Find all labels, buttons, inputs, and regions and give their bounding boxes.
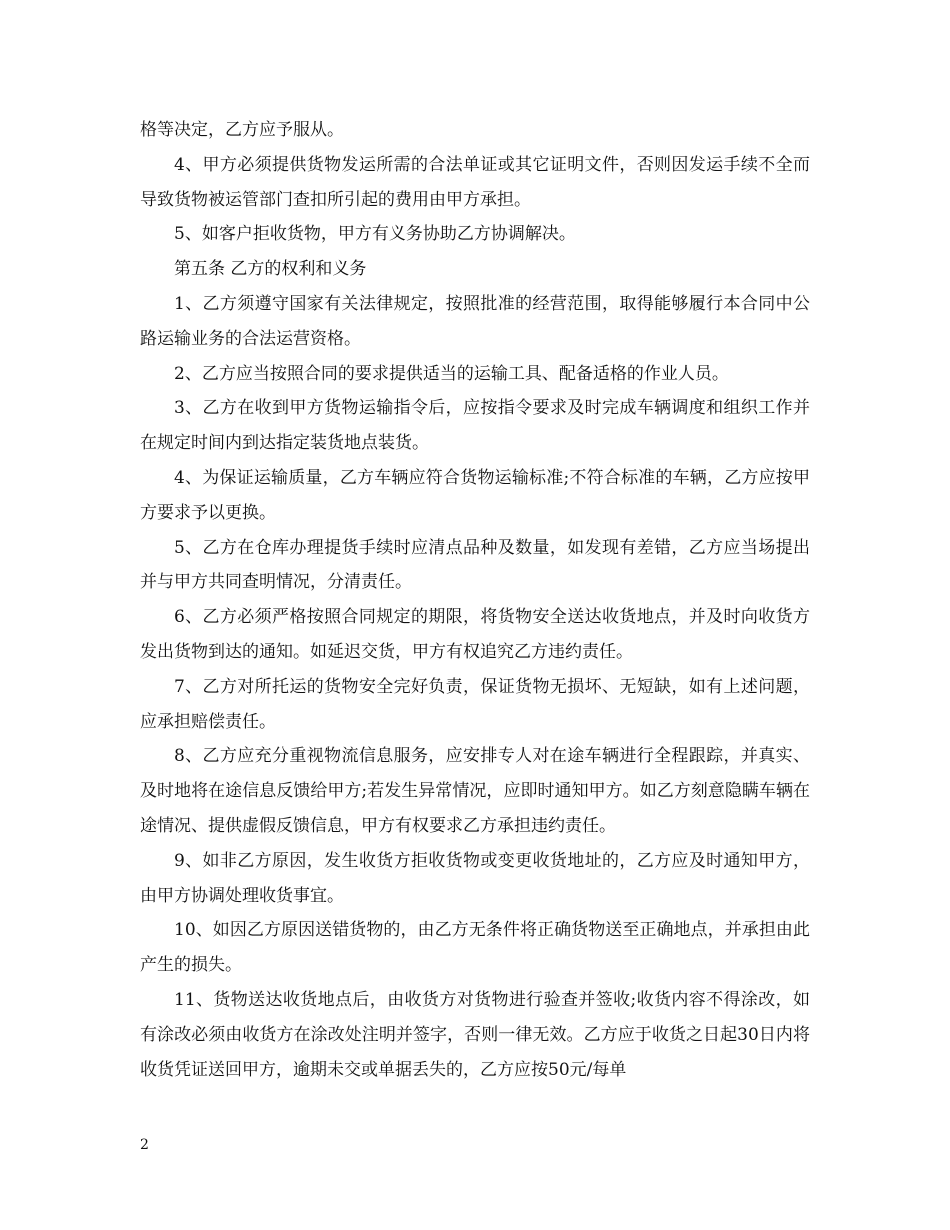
paragraph-clause-1: 1、乙方须遵守国家有关法律规定，按照批准的经营范围，取得能够履行本合同中公路运输业务的合法运营资格。	[140, 293, 810, 349]
paragraph-clause-9: 9、如非乙方原因，发生收货方拒收货物或变更收货地址的，乙方应及时通知甲方，由甲方协调处理收货事宜。	[140, 850, 810, 906]
paragraph-clause-7: 7、乙方对所托运的货物安全完好负责，保证货物无损坏、无短缺，如有上述问题，应承担赔偿责任。	[140, 676, 810, 732]
section-heading-article-5: 第五条 乙方的权利和义务	[174, 259, 367, 280]
paragraph-clause-8: 8、乙方应充分重视物流信息服务，应安排专人对在途车辆进行全程跟踪，并真实、及时地将在途信息反馈给甲方;若发生异常情况，应即时通知甲方。如乙方刻意隐瞒车辆在途情况、提供虚假反馈信息，甲方有权要求乙方承担违约责任。	[140, 746, 810, 836]
paragraph-clause-4-party-a: 4、甲方必须提供货物发运所需的合法单证或其它证明文件，否则因发运手续不全而导致货物被运管部门查扣所引起的费用由甲方承担。	[140, 154, 810, 210]
paragraph-clause-11: 11、货物送达收货地点后，由收货方对货物进行验查并签收;收货内容不得涂改，如有涂改必须由收货方在涂改处注明并签字，否则一律无效。乙方应于收货之日起30日内将收货凭证送回甲方，逾期未交或单据丢失的，乙方应按50元/每单	[140, 989, 810, 1080]
paragraph-clause-10: 10、如因乙方原因送错货物的，由乙方无条件将正确货物送至正确地点，并承担由此产生的损失。	[140, 920, 810, 976]
paragraph-continuation: 格等决定，乙方应予服从。	[140, 120, 344, 140]
paragraph-clause-6: 6、乙方必须严格按照合同规定的期限，将货物安全送达收货地点，并及时向收货方发出货物到达的通知。如延迟交货，甲方有权追究乙方违约责任。	[140, 607, 810, 662]
page-number: 2	[140, 1137, 149, 1153]
document-body	[140, 113, 810, 1087]
paragraph-clause-5-party-a: 5、如客户拒收货物，甲方有义务协助乙方协调解决。	[174, 224, 576, 245]
paragraph-clause-5: 5、乙方在仓库办理提货手续时应清点品种及数量，如发现有差错，乙方应当场提出并与甲方共同查明情况，分清责任。	[140, 537, 810, 593]
paragraph-clause-4: 4、为保证运输质量，乙方车辆应符合货物运输标准;不符合标准的车辆，乙方应按甲方要求予以更换。	[140, 467, 810, 523]
paragraph-clause-3: 3、乙方在收到甲方货物运输指令后，应按指令要求及时完成车辆调度和组织工作并在规定时间内到达指定装货地点装货。	[140, 398, 810, 454]
paragraph-clause-2: 2、乙方应当按照合同的要求提供适当的运输工具、配备适格的作业人员。	[174, 363, 729, 384]
